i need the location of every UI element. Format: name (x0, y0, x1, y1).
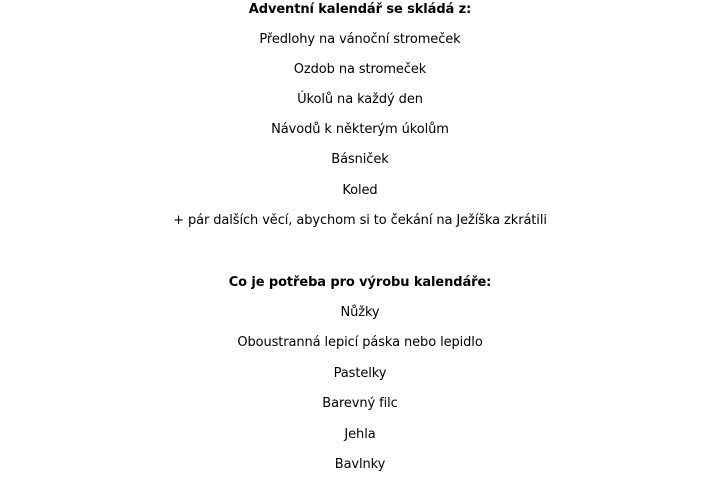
list-item: Pastelky (333, 366, 387, 381)
section-2-heading: Co je potřeba pro výrobu kalendáře: (228, 275, 492, 290)
list-item: Jehla (344, 427, 376, 442)
list-item: Barevný filc (322, 396, 398, 411)
list-item: Ozdob na stromeček (293, 62, 427, 77)
list-item: Návodů k některým úkolům (271, 122, 449, 137)
list-item: Koled (342, 183, 378, 198)
list-item: Úkolů na každý den (297, 92, 423, 107)
list-item: Nůžky (340, 305, 380, 320)
section-1-heading: Adventní kalendář se skládá z: (248, 2, 472, 17)
list-item: Oboustranná lepicí páska nebo lepidlo (237, 335, 483, 350)
list-item: Bavlnky (334, 457, 386, 472)
list-item: + pár dalších věcí, abychom si to čekání na Ježíška zkrátili (173, 213, 547, 228)
list-item: Předlohy na vánoční stromeček (259, 32, 461, 47)
list-item: Básniček (331, 152, 389, 167)
